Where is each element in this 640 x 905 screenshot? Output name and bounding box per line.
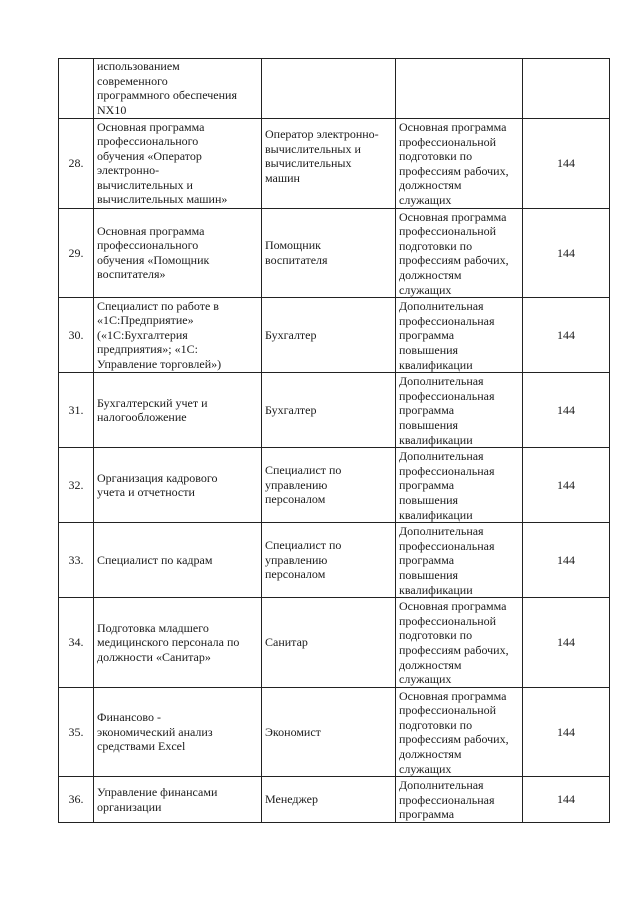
program-name-cell: Основная программа профессионального обучения «Помощник воспитателя» xyxy=(94,208,262,298)
program-type-cell: Основная программа профессиональной подготовки по профессиям рабочих, должностям служащих xyxy=(396,687,523,777)
program-name-cell: Финансово - экономический анализ средствами Excel xyxy=(94,687,262,777)
table-row xyxy=(59,687,610,777)
program-type-cell: Дополнительная профессиональная программа xyxy=(396,777,523,823)
profession-cell: Менеджер xyxy=(262,777,396,823)
table-row xyxy=(59,373,610,448)
program-name-cell: Основная программа профессионального обучения «Оператор электронно- вычислительных и вычислительных машин» xyxy=(94,119,262,209)
row-number-cell: 28. xyxy=(59,119,94,209)
program-name-cell: Специалист по кадрам xyxy=(94,523,262,598)
hours-cell: 144 xyxy=(523,777,610,823)
table-row xyxy=(59,448,610,523)
hours-cell: 144 xyxy=(523,687,610,777)
program-name-cell: Подготовка младшего медицинского персонала по должности «Санитар» xyxy=(94,598,262,688)
hours-cell: 144 xyxy=(523,523,610,598)
program-type-cell: Дополнительная профессиональная программа повышения квалификации xyxy=(396,448,523,523)
table-row xyxy=(59,777,610,823)
profession-cell: Специалист по управлению персоналом xyxy=(262,523,396,598)
row-number-cell: 32. xyxy=(59,448,94,523)
program-type-cell: Основная программа профессиональной подготовки по профессиям рабочих, должностям служащих xyxy=(396,208,523,298)
program-name-cell: Управление финансами организации xyxy=(94,777,262,823)
hours-cell: 144 xyxy=(523,448,610,523)
profession-cell: Экономист xyxy=(262,687,396,777)
program-type-cell: Основная программа профессиональной подготовки по профессиям рабочих, должностям служащих xyxy=(396,119,523,209)
program-name-cell: использованием современного программного обеспечения NX10 xyxy=(94,59,262,119)
program-type-cell: Дополнительная профессиональная программа повышения квалификации xyxy=(396,373,523,448)
table-row xyxy=(59,523,610,598)
table-row xyxy=(59,119,610,209)
row-number-cell: 29. xyxy=(59,208,94,298)
programs-table xyxy=(58,58,610,823)
row-number-cell: 35. xyxy=(59,687,94,777)
hours-cell: 144 xyxy=(523,119,610,209)
program-name-cell: Бухгалтерский учет и налогообложение xyxy=(94,373,262,448)
table-row xyxy=(59,208,610,298)
table-row xyxy=(59,598,610,688)
hours-cell: 144 xyxy=(523,598,610,688)
profession-cell: Санитар xyxy=(262,598,396,688)
hours-cell: 144 xyxy=(523,208,610,298)
row-number-cell xyxy=(59,59,94,119)
row-number-cell: 36. xyxy=(59,777,94,823)
program-type-cell xyxy=(396,59,523,119)
table-row-continued xyxy=(59,59,610,119)
row-number-cell: 30. xyxy=(59,298,94,373)
profession-cell: Бухгалтер xyxy=(262,373,396,448)
profession-cell: Специалист по управлению персоналом xyxy=(262,448,396,523)
program-name-cell: Специалист по работе в «1С:Предприятие» («1С:Бухгалтерия предприятия»; «1С: Управление торговлей») xyxy=(94,298,262,373)
profession-cell: Бухгалтер xyxy=(262,298,396,373)
profession-cell xyxy=(262,59,396,119)
table-row xyxy=(59,298,610,373)
profession-cell: Помощник воспитателя xyxy=(262,208,396,298)
program-type-cell: Основная программа профессиональной подготовки по профессиям рабочих, должностям служащих xyxy=(396,598,523,688)
row-number-cell: 33. xyxy=(59,523,94,598)
program-name-cell: Организация кадрового учета и отчетности xyxy=(94,448,262,523)
hours-cell xyxy=(523,59,610,119)
hours-cell: 144 xyxy=(523,298,610,373)
program-type-cell: Дополнительная профессиональная программа повышения квалификации xyxy=(396,523,523,598)
hours-cell: 144 xyxy=(523,373,610,448)
row-number-cell: 31. xyxy=(59,373,94,448)
profession-cell: Оператор электронно- вычислительных и вычислительных машин xyxy=(262,119,396,209)
program-type-cell: Дополнительная профессиональная программа повышения квалификации xyxy=(396,298,523,373)
row-number-cell: 34. xyxy=(59,598,94,688)
